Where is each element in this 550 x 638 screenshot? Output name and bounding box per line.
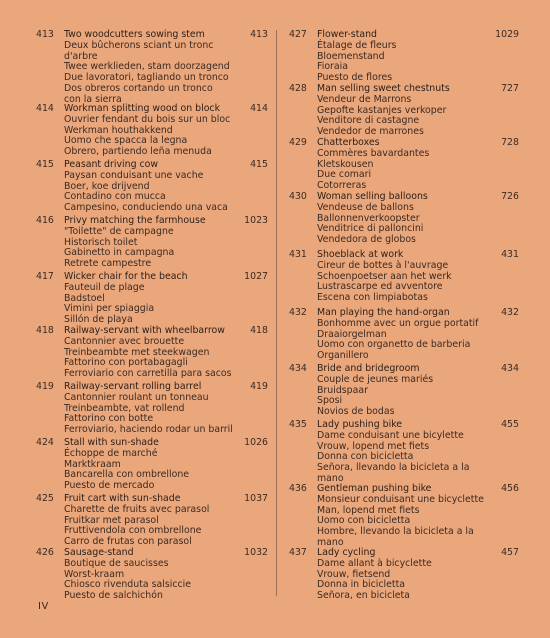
- entry-title-translation: Uomo che spacca la legna: [64, 135, 188, 147]
- entry-title-translation: Gabinetto in campagna: [64, 247, 175, 259]
- entry-title-translation: mano: [317, 472, 344, 484]
- entry-titles: [64, 30, 230, 106]
- entry-title-translation: Man, lopend met fiets: [317, 504, 420, 516]
- entry-reference-number: 1027: [244, 271, 268, 282]
- entry-title-translation: Obrero, partiendo leña menuda: [64, 146, 212, 158]
- entry-reference-number: 1037: [244, 493, 268, 504]
- entry-title-translation: Bonhomme avec un orgue portatif: [317, 317, 479, 329]
- entry-title-translation: Gepofte kastanjes verkoper: [317, 104, 447, 116]
- entry-title-translation: Lustrascarpe ed avventore: [317, 281, 443, 293]
- entry-title-translation: Vendedor de marrones: [317, 126, 424, 138]
- entry-titles: [64, 548, 191, 602]
- entry-number: 427: [289, 29, 307, 40]
- entry-title-translation: Boutique de saucisses: [64, 557, 169, 569]
- entry-title-translation: Fauteuil de plage: [64, 281, 145, 293]
- entry-title-translation: Contadino con mucca: [64, 191, 166, 203]
- entry-title-translation: Marktkraam: [64, 458, 121, 470]
- entry-title-english: Lady cycling: [317, 547, 376, 558]
- entry-title-translation: Retrete campestre: [64, 258, 152, 270]
- entry-title-translation: Draaiorgelman: [317, 328, 387, 340]
- entry-title-translation: Worst-kraam: [64, 568, 125, 580]
- entry-title-translation: Puesto de flores: [317, 72, 393, 84]
- entry-reference-number: 1029: [495, 29, 519, 40]
- entry-title-translation: Commères bavardantes: [317, 147, 430, 159]
- entry-title-english: Lady pushing bike: [317, 419, 403, 430]
- entry-title-translation: Ferroviario con carretilla para sacos: [64, 368, 232, 380]
- entry-title-translation: Ouvrier fendant du bois sur un bloc: [64, 113, 231, 125]
- entry-number: 414: [36, 103, 54, 114]
- entry-title-translation: Fattorino con portabagagli: [64, 357, 188, 369]
- entry-title-translation: Carro de frutas con parasol: [64, 536, 192, 548]
- entry-titles: [64, 216, 206, 270]
- entry-title-translation: Uomo con organetto de barberia: [317, 339, 471, 351]
- entry-title-translation: Badstoel: [64, 292, 105, 304]
- entry-title-translation: Sposi: [317, 395, 343, 407]
- entry-title-english: Fruit cart with sun-shade: [64, 493, 181, 504]
- entry-titles: [317, 484, 484, 549]
- entry-title-translation: Puesto de salchichón: [64, 590, 163, 602]
- entry-title-translation: Étalage de fleurs: [317, 39, 397, 51]
- entry-title-translation: Chiosco rivenduta salsiccie: [64, 579, 191, 591]
- entry-title-translation: Fioraia: [317, 61, 348, 73]
- entry-titles: [317, 420, 469, 485]
- entry-title-english: Stall with sun-shade: [64, 437, 159, 448]
- entry-title-translation: Historisch toilet: [64, 236, 138, 248]
- entry-title-translation: Venditore di castagne: [317, 115, 420, 127]
- entry-titles: [317, 308, 478, 362]
- entry-number: 432: [289, 307, 307, 318]
- entry-title-translation: "Toilette" de campagne: [64, 225, 174, 237]
- entry-title-translation: Donna in bicicletta: [317, 579, 406, 591]
- entry-titles: [64, 326, 232, 380]
- entry-title-translation: Treinbeambte, vat rollend: [64, 402, 185, 414]
- entry-title-translation: Vimini per spiaggia: [64, 303, 155, 315]
- entry-title-english: Peasant driving cow: [64, 159, 159, 170]
- entry-title-translation: Cotorreras: [317, 180, 367, 192]
- entry-title-translation: Monsieur conduisant une bicyclette: [317, 493, 484, 505]
- entry-titles: [64, 382, 233, 436]
- entry-title-translation: Due comari: [317, 169, 372, 181]
- entry-title-translation: Vendeur de Marrons: [317, 93, 412, 105]
- entry-reference-number: 457: [501, 547, 519, 558]
- entry-title-english: Man selling sweet chestnuts: [317, 83, 450, 94]
- entry-title-english: Sausage-stand: [64, 547, 134, 558]
- entry-reference-number: 415: [250, 159, 268, 170]
- entry-reference-number: 431: [501, 249, 519, 260]
- entry-title-translation: Cantonnier roulant un tonneau: [64, 391, 209, 403]
- entry-reference-number: 418: [250, 325, 268, 336]
- entry-title-translation: Fruitkar met parasol: [64, 514, 159, 526]
- entry-title-translation: Organillero: [317, 350, 369, 362]
- entry-title-translation: Vendedora de globos: [317, 234, 416, 246]
- entry-reference-number: 726: [501, 191, 519, 202]
- entry-reference-number: 414: [250, 103, 268, 114]
- entry-number: 415: [36, 159, 54, 170]
- entry-titles: [64, 494, 209, 548]
- entry-title-translation: Dos obreros cortando un tronco: [64, 82, 213, 94]
- entry-title-english: Woman selling balloons: [317, 191, 428, 202]
- entry-reference-number: 456: [501, 483, 519, 494]
- entry-titles: [64, 272, 188, 326]
- entry-number: 428: [289, 83, 307, 94]
- entry-title-translation: Vendeuse de ballons: [317, 201, 414, 213]
- entry-title-english: Gentleman pushing bike: [317, 483, 432, 494]
- entry-title-translation: Kletskousen: [317, 158, 374, 170]
- entry-number: 416: [36, 215, 54, 226]
- entry-title-english: Wicker chair for the beach: [64, 271, 188, 282]
- entry-number: 413: [36, 29, 54, 40]
- column-divider: [276, 30, 277, 596]
- entry-title-english: Man playing the hand-organ: [317, 307, 450, 318]
- entry-number: 424: [36, 437, 54, 448]
- entry-title-english: Railway-servant rolling barrel: [64, 381, 202, 392]
- entry-title-translation: Charette de fruits avec parasol: [64, 503, 210, 515]
- entry-title-translation: Treinbeambte met steekwagen: [64, 346, 210, 358]
- entry-number: 429: [289, 137, 307, 148]
- entry-number: 417: [36, 271, 54, 282]
- entry-reference-number: 1026: [244, 437, 268, 448]
- entry-title-translation: Fattorino con botte: [64, 413, 154, 425]
- entry-title-translation: Campesino, conduciendo una vaca: [64, 202, 228, 214]
- entry-title-translation: Puesto de mercado: [64, 480, 155, 492]
- entry-number: 431: [289, 249, 307, 260]
- entry-number: 430: [289, 191, 307, 202]
- entry-reference-number: 455: [501, 419, 519, 430]
- entry-reference-number: 727: [501, 83, 519, 94]
- entry-title-translation: Escena con limpiabotas: [317, 292, 428, 304]
- entry-title-translation: Uomo con bicicletta: [317, 515, 411, 527]
- entry-number: 425: [36, 493, 54, 504]
- entry-title-translation: con la sierra: [64, 93, 122, 105]
- entry-titles: [64, 104, 230, 158]
- entry-number: 434: [289, 363, 307, 374]
- entry-title-translation: Donna con bicicletta: [317, 451, 414, 463]
- entry-reference-number: 1032: [244, 547, 268, 558]
- entry-titles: [317, 192, 428, 246]
- entry-number: 435: [289, 419, 307, 430]
- entry-title-translation: Bruidspaar: [317, 384, 368, 396]
- entry-reference-number: 419: [250, 381, 268, 392]
- entry-title-translation: Vrouw, lopend met fiets: [317, 440, 430, 452]
- page-number: IV: [38, 601, 49, 612]
- entry-number: 436: [289, 483, 307, 494]
- entry-title-translation: Dame conduisant une bicylette: [317, 429, 464, 441]
- entry-title-translation: Due lavoratori, tagliando un tronco: [64, 72, 229, 84]
- entry-titles: [64, 160, 228, 214]
- entry-reference-number: 413: [250, 29, 268, 40]
- entry-title-english: Railway-servant with wheelbarrow: [64, 325, 225, 336]
- entry-title-english: Workman splitting wood on block: [64, 103, 221, 114]
- entry-title-translation: Werkman houthakkend: [64, 124, 173, 136]
- entry-titles: [64, 438, 189, 492]
- entry-title-translation: d'arbre: [64, 50, 98, 62]
- entry-title-translation: Novios de bodas: [317, 406, 395, 418]
- entry-title-english: Bride and bridegroom: [317, 363, 420, 374]
- entry-titles: [317, 364, 433, 418]
- entry-title-english: Privy matching the farmhouse: [64, 215, 206, 226]
- entry-title-english: Flower-stand: [317, 29, 378, 40]
- entry-title-translation: mano: [317, 536, 344, 548]
- entry-title-translation: Schoenpoetser aan het werk: [317, 270, 452, 282]
- entry-reference-number: 434: [501, 363, 519, 374]
- entry-title-translation: Échoppe de marché: [64, 447, 158, 459]
- entry-title-translation: Boer, koe drijvend: [64, 180, 150, 192]
- entry-title-translation: Señora, llevando la bicicleta a la: [317, 462, 470, 474]
- entry-title-translation: Sillón de playa: [64, 314, 133, 326]
- entry-title-translation: Deux bûcherons sciant un tronc: [64, 39, 214, 51]
- entry-title-translation: Cantonnier avec brouette: [64, 335, 185, 347]
- entry-title-translation: Couple de jeunes mariés: [317, 373, 434, 385]
- entry-reference-number: 728: [501, 137, 519, 148]
- entry-number: 437: [289, 547, 307, 558]
- entry-reference-number: 432: [501, 307, 519, 318]
- entry-title-translation: Bancarella con ombrellone: [64, 469, 190, 481]
- entry-title-translation: Cireur de bottes à l'auvrage: [317, 259, 449, 271]
- entry-number: 419: [36, 381, 54, 392]
- entry-titles: [317, 30, 396, 84]
- entry-title-english: Shoeblack at work: [317, 249, 404, 260]
- entry-number: 418: [36, 325, 54, 336]
- entry-title-translation: Vrouw, fietsend: [317, 568, 391, 580]
- entry-title-english: Chatterboxes: [317, 137, 380, 148]
- entry-title-translation: Paysan conduisant une vache: [64, 169, 204, 181]
- entry-title-translation: Dame allant à bicyclette: [317, 557, 432, 569]
- entry-number: 426: [36, 547, 54, 558]
- entry-title-translation: Señora, en bicicleta: [317, 590, 410, 602]
- entry-title-translation: Venditrice di palloncini: [317, 223, 424, 235]
- entry-title-translation: Ballonnenverkoopster: [317, 212, 420, 224]
- entry-titles: [317, 84, 450, 138]
- entry-title-translation: Fruttivendola con ombrellone: [64, 525, 202, 537]
- entry-title-translation: Bloemenstand: [317, 50, 385, 62]
- entry-title-translation: Ferroviario, haciendo rodar un barril: [64, 424, 233, 436]
- entry-titles: [317, 138, 429, 192]
- entry-reference-number: 1023: [244, 215, 268, 226]
- entry-titles: [317, 548, 432, 602]
- entry-title-translation: Twee werklieden, stam doorzagend: [64, 61, 230, 73]
- entry-titles: [317, 250, 452, 304]
- entry-title-english: Two woodcutters sowing stem: [64, 29, 205, 40]
- entry-title-translation: Hombre, llevando la bicicleta a la: [317, 526, 474, 538]
